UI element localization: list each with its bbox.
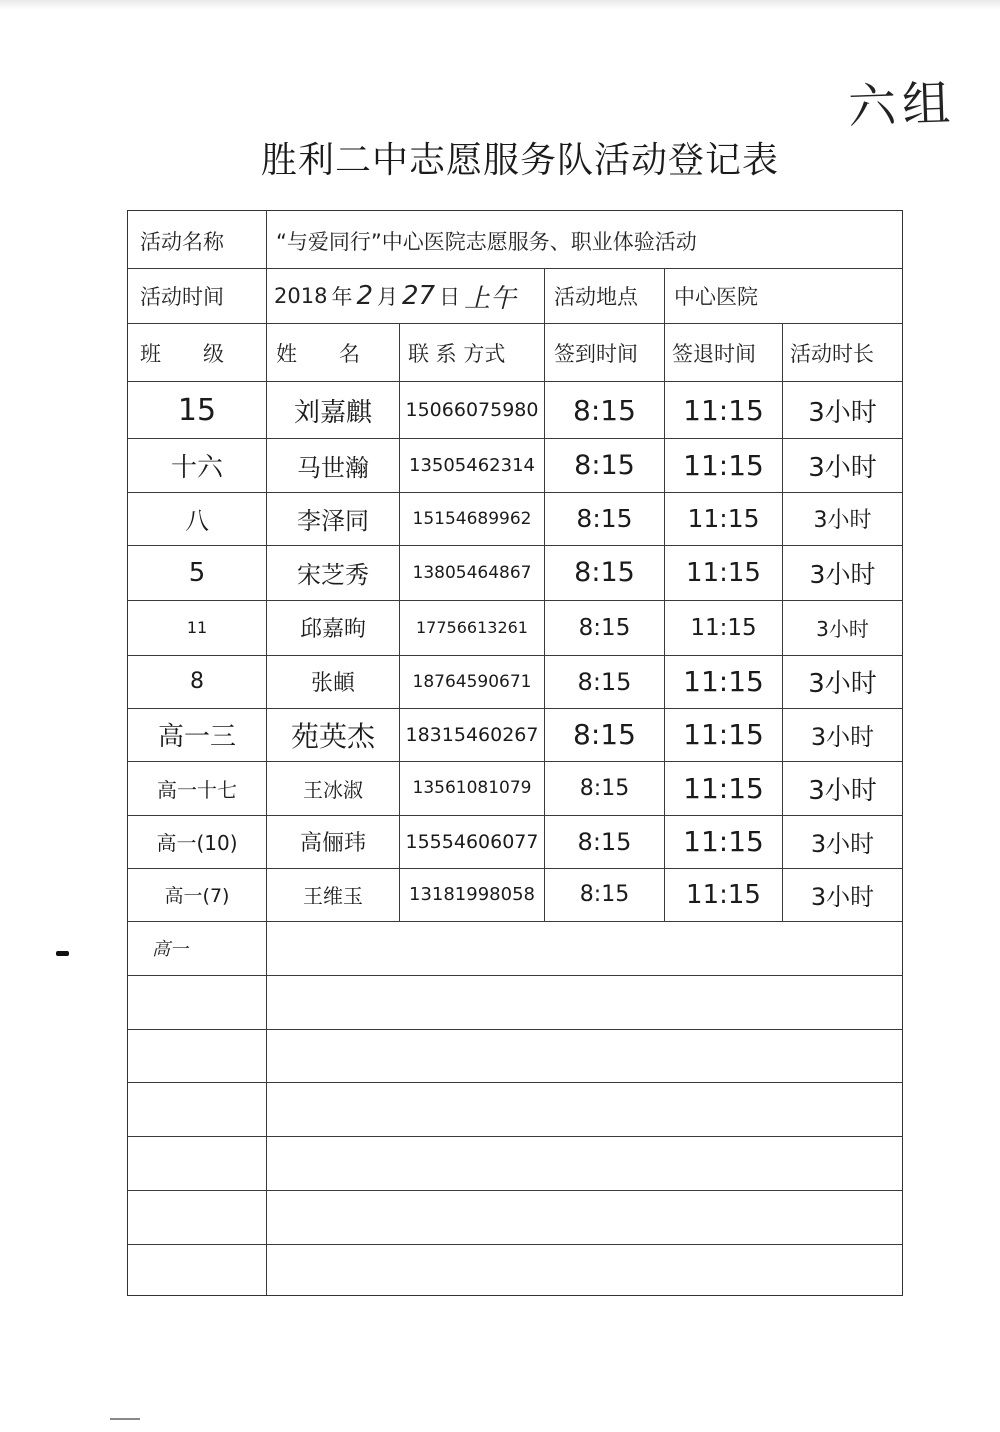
row-1-check-in: 8:15 (573, 393, 636, 427)
date-month-char: 月 (377, 285, 398, 309)
row-7-duration: 3小时 (810, 723, 875, 751)
header-phone: 联 系 方式 (408, 341, 506, 366)
grid-line (128, 975, 902, 976)
header-duration: 活动时长 (790, 341, 874, 366)
row-5-name: 邱嘉昫 (299, 617, 366, 642)
row-10-class: 高一(7) (164, 885, 230, 907)
row-9-duration: 3小时 (810, 830, 875, 858)
row-1-class: 15 (177, 392, 217, 428)
activity-name-label: 活动名称 (140, 230, 224, 254)
date-year: 2018 (274, 284, 328, 308)
header-class: 班 级 (140, 341, 224, 366)
row-7-check-in: 8:15 (573, 718, 636, 751)
page-edge-shadow (0, 0, 1000, 10)
row-10-duration: 3小时 (810, 883, 875, 911)
grid-line (128, 323, 902, 324)
row-1-name: 刘嘉麒 (293, 397, 372, 428)
row-3-class: 八 (185, 507, 209, 535)
row-8-check-in: 8:15 (579, 775, 630, 801)
row-7-phone: 18315460267 (405, 723, 539, 746)
row-1-check-out: 11:15 (683, 393, 764, 427)
row-8-class: 高一十七 (157, 777, 237, 802)
row-10-check-out: 11:15 (686, 879, 761, 910)
row-9-class: 高一(10) (156, 831, 238, 855)
activity-name-value: “与爱同行”中心医院志愿服务、职业体验活动 (276, 230, 697, 254)
row-2-name: 马世瀚 (297, 453, 369, 482)
date-period: 上午 (464, 283, 517, 314)
grid-line (128, 1082, 902, 1083)
row-4-name: 宋芝秀 (297, 561, 369, 589)
activity-time-label: 活动时间 (140, 285, 224, 309)
row-2-class: 十六 (170, 452, 223, 483)
row-6-name: 张頔 (310, 671, 355, 696)
row-3-phone: 15154689962 (412, 508, 532, 529)
row-10-name: 王维玉 (303, 884, 363, 908)
row-2-check-out: 11:15 (683, 448, 764, 482)
row-4-check-in: 8:15 (574, 557, 635, 588)
activity-place-value: 中心医院 (674, 285, 758, 309)
activity-place-label: 活动地点 (554, 285, 638, 309)
row-1-phone: 15066075980 (405, 399, 539, 421)
row-5-duration: 3小时 (816, 617, 869, 641)
row-8-check-out: 11:15 (683, 771, 764, 805)
row-4-class: 5 (188, 557, 206, 588)
row-7-class: 高一三 (157, 722, 236, 752)
row-6-class: 8 (190, 669, 204, 694)
row-8-phone: 13561081079 (412, 778, 532, 798)
margin-ink-mark (56, 951, 69, 956)
grid-line (128, 1029, 902, 1030)
row-5-check-out: 11:15 (690, 614, 757, 641)
row-3-name: 李泽同 (297, 507, 369, 535)
row-6-duration: 3小时 (808, 669, 877, 699)
grid-line (128, 921, 902, 922)
header-check-out: 签退时间 (672, 341, 756, 366)
activity-time-value (274, 270, 542, 322)
row-4-duration: 3小时 (809, 559, 876, 589)
row-3-duration: 3小时 (813, 508, 872, 533)
grid-line (128, 268, 902, 269)
registration-table (127, 210, 903, 1296)
row-9-name: 高俪玮 (299, 831, 366, 856)
header-name: 姓 名 (276, 341, 360, 366)
bottom-smudge (110, 1418, 140, 1420)
row-10-phone: 13181998058 (409, 884, 535, 905)
date-year-char: 年 (331, 285, 353, 309)
row-10-check-in: 8:15 (579, 882, 630, 907)
group-note-handwritten: 六组 (847, 75, 958, 136)
row-5-phone: 17756613261 (416, 618, 528, 637)
row-5-check-in: 8:15 (578, 614, 631, 641)
row-6-check-out: 11:15 (683, 665, 764, 698)
row-9-check-in: 8:15 (577, 827, 632, 856)
row-2-phone: 13505462314 (409, 454, 535, 476)
row-7-check-out: 11:15 (683, 718, 764, 751)
row-7-name: 苑英杰 (290, 719, 375, 753)
grid-line (128, 1136, 902, 1137)
grid-line (128, 1244, 902, 1245)
margin-scribble: 高一 (152, 939, 188, 960)
row-8-name: 王冰淑 (303, 777, 363, 802)
row-8-duration: 3小时 (808, 775, 877, 806)
date-day-char: 日 (439, 285, 461, 309)
row-9-phone: 15554606077 (405, 830, 539, 853)
header-check-in: 签到时间 (554, 341, 638, 366)
row-1-duration: 3小时 (808, 397, 877, 428)
row-2-duration: 3小时 (808, 452, 877, 483)
row-4-phone: 13805464867 (412, 562, 532, 583)
date-month: 2 (356, 281, 373, 311)
row-6-check-in: 8:15 (577, 667, 632, 696)
grid-line (128, 1190, 902, 1191)
row-3-check-in: 8:15 (576, 504, 633, 533)
row-2-check-in: 8:15 (574, 449, 635, 481)
page-title: 胜利二中志愿服务队活动登记表 (260, 140, 779, 181)
date-day: 27 (402, 281, 436, 311)
grid-line (128, 381, 902, 382)
row-5-class: 11 (186, 618, 208, 637)
row-3-check-out: 11:15 (687, 504, 760, 533)
row-6-phone: 18764590671 (412, 671, 532, 692)
row-9-check-out: 11:15 (683, 825, 764, 858)
row-4-check-out: 11:15 (686, 557, 761, 588)
